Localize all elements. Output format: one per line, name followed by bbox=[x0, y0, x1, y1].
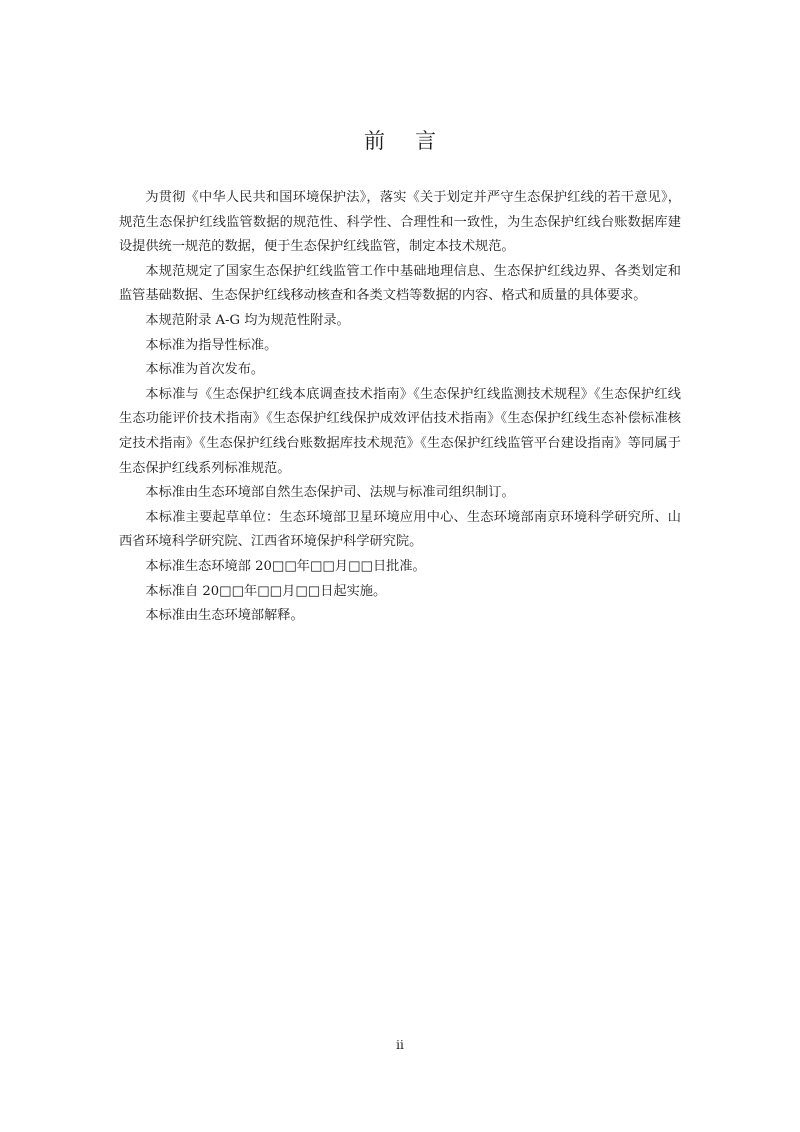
paragraph-scope: 本规范规定了国家生态保护红线监管工作中基础地理信息、生态保护红线边界、各类划定和监管基础数据、生态保护红线移动核查和各类文档等数据的内容、格式和质量的具体要求。 bbox=[119, 263, 681, 304]
paragraph-approval-date: 本标准生态环境部 20□□年□□月□□日批准。 bbox=[145, 558, 426, 574]
paragraph-effective-date: 本标准自 20□□年□□月□□日起实施。 bbox=[145, 583, 387, 599]
paragraph-interpretation: 本标准由生态环境部解释。 bbox=[145, 608, 304, 624]
paragraph-purpose: 为贯彻《中华人民共和国环境保护法》，落实《关于划定并严守生态保护红线的若干意见》，规范生态保护红线监管数据的规范性、科学性、合理性和一致性，为生态保护红线台账数据库建设提供统一规范的数据，便于生态保护红线监管，制定本技术规范。 bbox=[119, 190, 681, 255]
paragraph-organizer: 本标准由生态环境部自然生态保护司、法规与标准司组织制订。 bbox=[145, 485, 515, 501]
paragraph-series: 本标准与《生态保护红线本底调查技术指南》《生态保护红线监测技术规程》《生态保护红线生态功能评价技术指南》《生态保护红线保护成效评估技术指南》《生态保护红线生态补偿标准核定技术指南》《生态保护红线台账数据库技术规范》《生态保护红线监管平台建设指南》等同属于生态保护红线系列标准规范。 bbox=[119, 386, 681, 476]
paragraph-drafting-units: 本标准主要起草单位：生态环境部卫星环境应用中心、生态环境部南京环境科学研究所、山西省环境科学研究院、江西省环境保护科学研究院。 bbox=[119, 509, 681, 550]
paragraph-appendix: 本规范附录 A-G 均为规范性附录。 bbox=[145, 312, 350, 328]
paragraph-first-release: 本标准为首次发布。 bbox=[145, 362, 265, 378]
paragraph-guidance: 本标准为指导性标准。 bbox=[145, 337, 278, 353]
foreword-body bbox=[119, 186, 681, 629]
page-title: 前言 bbox=[364, 129, 466, 153]
page-number: ii bbox=[396, 1038, 404, 1052]
